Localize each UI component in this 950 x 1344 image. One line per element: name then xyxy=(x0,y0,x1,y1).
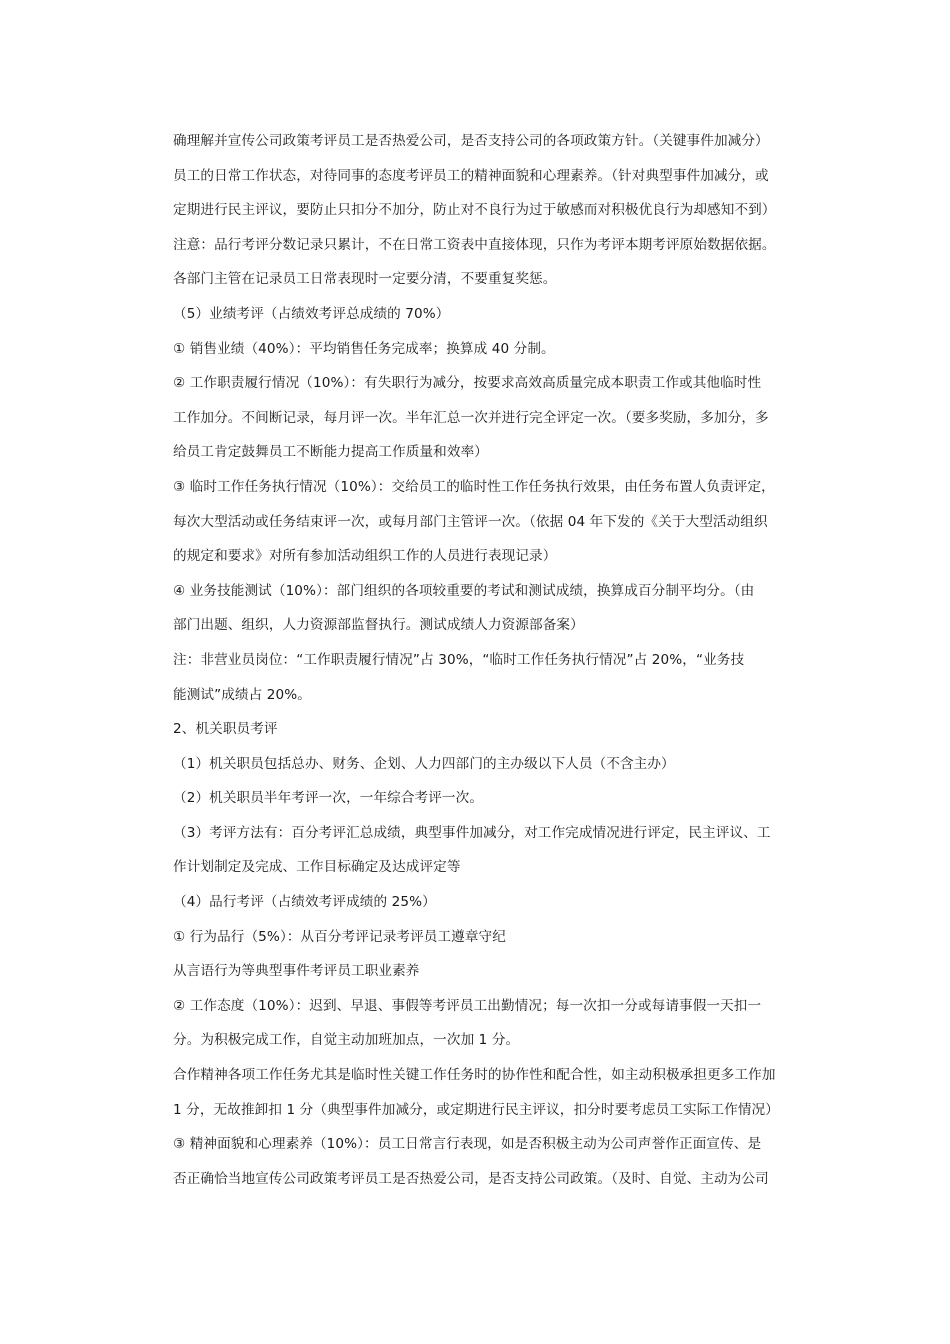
text-line: ② 工作态度（10%）：迟到、早退、事假等考评员工出勤情况；每一次扣一分或每请事假一天扣一 xyxy=(173,997,762,1014)
text-line: 给员工肯定鼓舞员工不断能力提高工作质量和效率） xyxy=(173,444,488,461)
text-line: 员工的日常工作状态，对待同事的态度考评员工的精神面貌和心理素养。（针对典型事件加减分，或 xyxy=(173,167,769,184)
text-line: ② 工作职责履行情况（10%）：有失职行为减分，按要求高效高质量完成本职责工作或其他临时性 xyxy=(173,375,762,392)
document-body xyxy=(173,124,809,1196)
text-line: 的规定和要求》对所有参加活动组织工作的人员进行表现记录） xyxy=(173,548,557,565)
text-line: 分。为积极完成工作，自觉主动加班加点，一次加 1 分。 xyxy=(173,1032,520,1049)
text-line: 定期进行民主评议，要防止只扣分不加分，防止对不良行为过于敏感而对积极优良行为却感知不到） xyxy=(173,202,776,219)
text-line: （2）机关职员半年考评一次，一年综合考评一次。 xyxy=(173,790,484,807)
text-line: 合作精神各项工作任务尤其是临时性关键工作任务时的协作性和配合性，如主动积极承担更多工作加 xyxy=(173,1067,776,1084)
text-line: 工作加分。不间断记录，每月评一次。半年汇总一次并进行完全评定一次。（要多奖励，多加分，多 xyxy=(173,409,769,426)
text-line: （1）机关职员包括总办、财务、企划、人力四部门的主办级以下人员（不含主办） xyxy=(173,755,675,772)
text-line: 从言语行为等典型事件考评员工职业素养 xyxy=(173,963,420,980)
text-line: 各部门主管在记录员工日常表现时一定要分清，不要重复奖惩。 xyxy=(173,271,557,288)
text-line: ③ 精神面貌和心理素养（10%）：员工日常言行表现，如是否积极主动为公司声誉作正面宣传、是 xyxy=(173,1136,762,1153)
text-line: 1 分，无故推卸扣 1 分（典型事件加减分，或定期进行民主评议，扣分时要考虑员工实际工作情况） xyxy=(173,1101,779,1118)
text-line: 注意：品行考评分数记录只累计，不在日常工资表中直接体现，只作为考评本期考评原始数据依据。 xyxy=(173,236,776,253)
text-line: 确理解并宣传公司政策考评员工是否热爱公司，是否支持公司的各项政策方针。（关键事件加减分） xyxy=(173,133,769,149)
text-line: ① 销售业绩（40%）：平均销售任务完成率；换算成 40 分制。 xyxy=(173,340,555,357)
note-line: 能测试”成绩占 20%。 xyxy=(173,686,311,703)
text-line: 每次大型活动或任务结束评一次，或每月部门主管评一次。（依据 04 年下发的《关于大型活动组织 xyxy=(173,513,768,530)
text-line: 否正确恰当地宣传公司政策考评员工是否热爱公司，是否支持公司政策。（及时、自觉、主动为公司 xyxy=(173,1170,769,1187)
text-line: ④ 业务技能测试（10%）：部门组织的各项较重要的考试和测试成绩，换算成百分制平均分。（由 xyxy=(173,582,755,599)
text-line: 部门出题、组织，人力资源部监督执行。测试成绩人力资源部备案） xyxy=(173,617,584,634)
text-line: ③ 临时工作任务执行情况（10%）：交给员工的临时性工作任务执行效果，由任务布置人负责评定， xyxy=(173,478,775,495)
section-heading: （5）业绩考评（占绩效考评总成绩的 70%） xyxy=(173,305,450,322)
text-line: 作计划制定及完成、工作目标确定及达成评定等 xyxy=(173,859,461,876)
text-line: （3）考评方法有：百分考评汇总成绩，典型事件加减分，对工作完成情况进行评定，民主评议、工 xyxy=(173,824,771,841)
text-line: ① 行为品行（5%）：从百分考评记录考评员工遵章守纪 xyxy=(173,928,506,945)
note-line: 注：非营业员岗位：“工作职责履行情况”占 30%，“临时工作任务执行情况”占 20%，“业务技 xyxy=(173,651,745,668)
section-heading: （4）品行考评（占绩效考评成绩的 25%） xyxy=(173,894,436,911)
section-heading: 2、机关职员考评 xyxy=(173,721,278,738)
